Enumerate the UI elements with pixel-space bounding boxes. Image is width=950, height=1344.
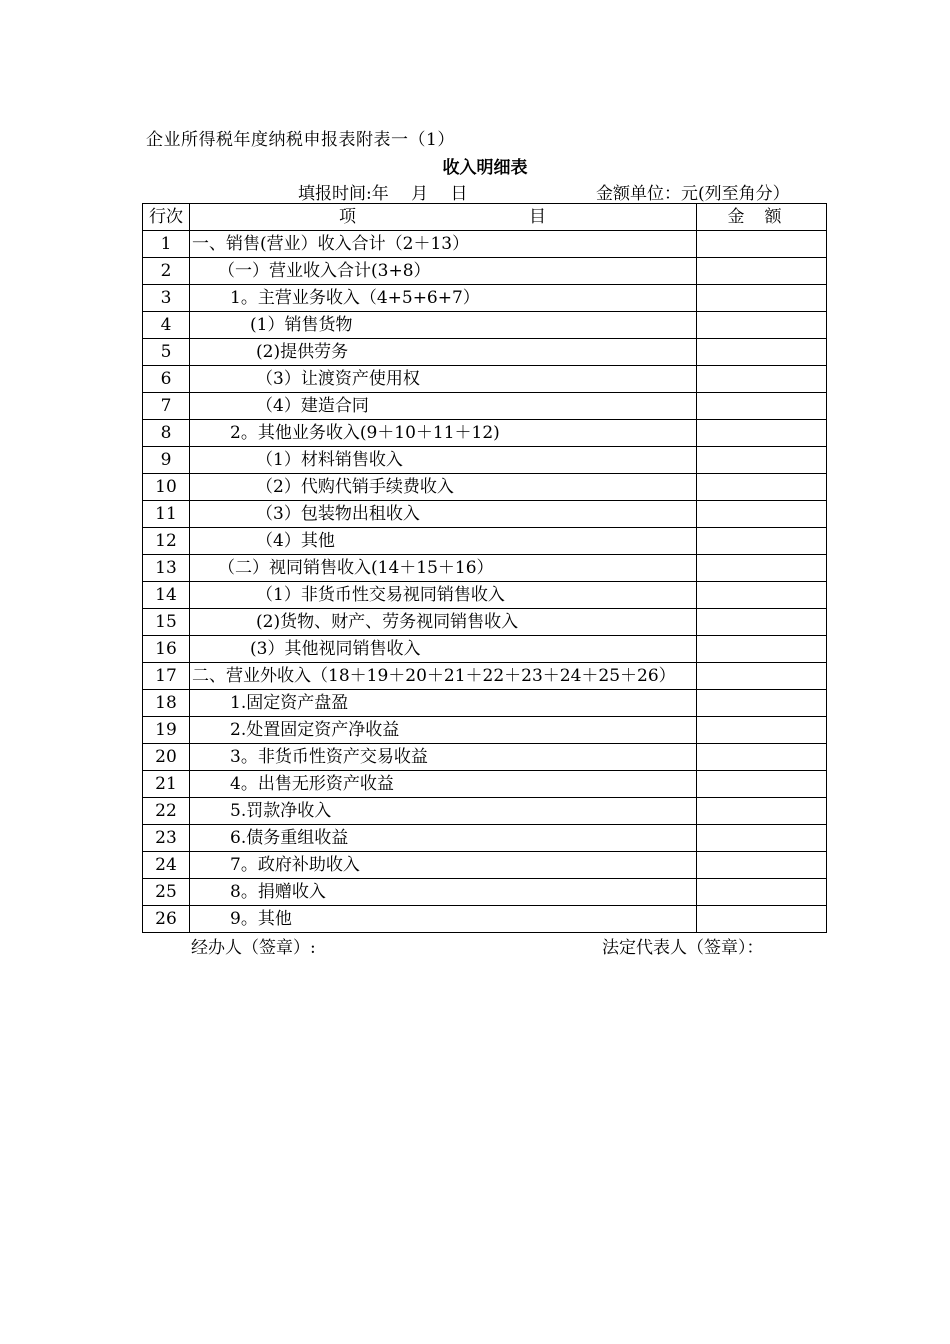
row-number-cell: 13 — [143, 555, 190, 582]
table-row — [143, 501, 827, 528]
item-cell: 3。非货币性资产交易收益 — [190, 744, 697, 771]
item-cell: (2)提供劳务 — [190, 339, 697, 366]
table-row — [143, 771, 827, 798]
row-number-cell: 16 — [143, 636, 190, 663]
table-row — [143, 474, 827, 501]
row-number-cell: 22 — [143, 798, 190, 825]
amount-cell[interactable] — [697, 339, 827, 366]
amount-cell[interactable] — [697, 609, 827, 636]
column-header-item-part2: 目 — [529, 207, 546, 227]
table-row — [143, 609, 827, 636]
table-row — [143, 366, 827, 393]
table-row — [143, 582, 827, 609]
row-number-cell: 20 — [143, 744, 190, 771]
amount-cell[interactable] — [697, 798, 827, 825]
row-number-cell: 19 — [143, 717, 190, 744]
row-number-cell: 1 — [143, 231, 190, 258]
row-number-cell: 15 — [143, 609, 190, 636]
amount-cell[interactable] — [697, 447, 827, 474]
item-cell: （一）营业收入合计(3+8） — [190, 258, 697, 285]
item-cell: 2。其他业务收入(9＋10＋11＋12) — [190, 420, 697, 447]
amount-cell[interactable] — [697, 744, 827, 771]
table-row — [143, 717, 827, 744]
amount-cell[interactable] — [697, 771, 827, 798]
table-row — [143, 393, 827, 420]
item-cell: 1.固定资产盘盈 — [190, 690, 697, 717]
table-row — [143, 798, 827, 825]
row-number-cell: 8 — [143, 420, 190, 447]
item-cell: （3）包装物出租收入 — [190, 501, 697, 528]
amount-unit-label: 金额单位：元(列至角分） — [596, 184, 790, 204]
amount-cell[interactable] — [697, 717, 827, 744]
table-row — [143, 258, 827, 285]
table-row — [143, 420, 827, 447]
row-number-cell: 12 — [143, 528, 190, 555]
table-row — [143, 528, 827, 555]
amount-cell[interactable] — [697, 663, 827, 690]
row-number-cell: 9 — [143, 447, 190, 474]
row-number-cell: 6 — [143, 366, 190, 393]
row-number-cell: 10 — [143, 474, 190, 501]
row-number-cell: 2 — [143, 258, 190, 285]
item-cell: 一、销售(营业）收入合计（2＋13） — [190, 231, 697, 258]
amount-cell[interactable] — [697, 906, 827, 933]
column-header-item — [190, 204, 697, 231]
amount-cell[interactable] — [697, 285, 827, 312]
row-number-cell: 25 — [143, 879, 190, 906]
amount-cell[interactable] — [697, 528, 827, 555]
row-number-cell: 18 — [143, 690, 190, 717]
amount-cell[interactable] — [697, 879, 827, 906]
table-row — [143, 690, 827, 717]
row-number-cell: 17 — [143, 663, 190, 690]
table-row — [143, 231, 827, 258]
column-header-item-part1: 项 — [339, 207, 356, 227]
table-row — [143, 339, 827, 366]
item-cell: （3）让渡资产使用权 — [190, 366, 697, 393]
row-number-cell: 14 — [143, 582, 190, 609]
row-number-cell: 7 — [143, 393, 190, 420]
amount-cell[interactable] — [697, 555, 827, 582]
row-number-cell: 24 — [143, 852, 190, 879]
item-cell: 7。政府补助收入 — [190, 852, 697, 879]
table-row — [143, 852, 827, 879]
row-number-cell: 23 — [143, 825, 190, 852]
amount-cell[interactable] — [697, 231, 827, 258]
table-row — [143, 555, 827, 582]
table-header-row — [143, 204, 827, 231]
amount-cell[interactable] — [697, 690, 827, 717]
table-row — [143, 744, 827, 771]
item-cell: (1）销售货物 — [190, 312, 697, 339]
item-cell: (3）其他视同销售收入 — [190, 636, 697, 663]
legal-representative-signature-label: 法定代表人（签章）： — [602, 938, 764, 958]
item-cell: 5.罚款净收入 — [190, 798, 697, 825]
item-cell: 1。主营业务收入（4+5+6+7） — [190, 285, 697, 312]
form-header: 企业所得税年度纳税申报表附表一（1） — [146, 130, 455, 150]
table-row — [143, 879, 827, 906]
row-number-cell: 26 — [143, 906, 190, 933]
item-cell: （1）非货币性交易视同销售收入 — [190, 582, 697, 609]
amount-cell[interactable] — [697, 258, 827, 285]
item-cell: （1）材料销售收入 — [190, 447, 697, 474]
amount-cell[interactable] — [697, 852, 827, 879]
table-row — [143, 312, 827, 339]
item-cell: （4）建造合同 — [190, 393, 697, 420]
table-row — [143, 447, 827, 474]
table-row — [143, 285, 827, 312]
table-row — [143, 825, 827, 852]
item-cell: 4。出售无形资产收益 — [190, 771, 697, 798]
amount-cell[interactable] — [697, 366, 827, 393]
amount-cell[interactable] — [697, 582, 827, 609]
item-cell: 9。其他 — [190, 906, 697, 933]
item-cell: （2）代购代销手续费收入 — [190, 474, 697, 501]
amount-cell[interactable] — [697, 474, 827, 501]
fill-time-label: 填报时间:年 月 日 — [298, 184, 468, 204]
amount-cell[interactable] — [697, 825, 827, 852]
item-cell: 2.处置固定资产净收益 — [190, 717, 697, 744]
table-row — [143, 663, 827, 690]
item-cell: 8。捐赠收入 — [190, 879, 697, 906]
row-number-cell: 3 — [143, 285, 190, 312]
row-number-cell: 4 — [143, 312, 190, 339]
item-cell: (2)货物、财产、劳务视同销售收入 — [190, 609, 697, 636]
handler-signature-label: 经办人（签章）: — [191, 938, 316, 958]
income-detail-table — [142, 203, 827, 933]
amount-cell[interactable] — [697, 393, 827, 420]
row-number-cell: 11 — [143, 501, 190, 528]
item-cell: （二）视同销售收入(14＋15＋16） — [190, 555, 697, 582]
item-cell: 6.债务重组收益 — [190, 825, 697, 852]
amount-cell[interactable] — [697, 420, 827, 447]
page-title: 收入明细表 — [442, 158, 528, 178]
row-number-cell: 5 — [143, 339, 190, 366]
table-row — [143, 636, 827, 663]
column-header-amount: 金额 — [697, 204, 827, 231]
amount-cell[interactable] — [697, 312, 827, 339]
amount-cell[interactable] — [697, 636, 827, 663]
row-number-cell: 21 — [143, 771, 190, 798]
amount-cell[interactable] — [697, 501, 827, 528]
item-cell: 二、营业外收入（18＋19＋20＋21＋22＋23＋24＋25＋26） — [190, 663, 697, 690]
column-header-row-number: 行次 — [143, 204, 190, 231]
table-row — [143, 906, 827, 933]
item-cell: （4）其他 — [190, 528, 697, 555]
